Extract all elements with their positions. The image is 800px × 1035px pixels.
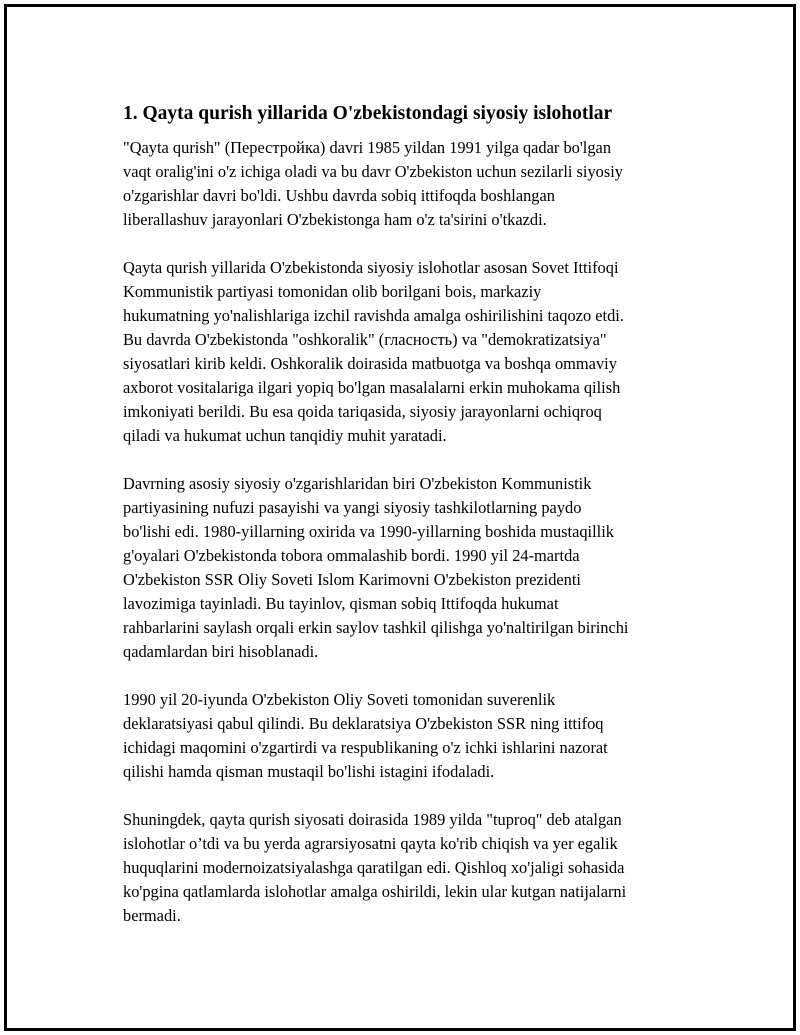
text-line: ko'pgina qatlamlarda islohotlar amalga oshirildi, lekin ular kutgan natijalarni [123,882,627,901]
text-line: hukumatning yo'nalishlariga izchil ravishda amalga oshirilishini taqozo etdi. [123,306,624,325]
text-line: deklaratsiyasi qabul qilindi. Bu deklaratsiya O'zbekiston SSR ning ittifoq [123,714,604,733]
text-line: "Qayta qurish" (Перестройка) davri 1985 yildan 1991 yilga qadar bo'lgan [123,138,612,157]
text-line: qiladi va hukumat uchun tanqidiy muhit yaratadi. [123,426,447,445]
text-line: Qayta qurish yillarida O'zbekistonda siyosiy islohotlar asosan Sovet Ittifoqi [123,258,619,277]
paragraph-2 [123,256,703,448]
text-line: 1990 yil 20-iyunda O'zbekiston Oliy Soveti tomonidan suverenlik [123,690,556,709]
text-line: ichidagi maqomini o'zgartirdi va respublikaning o'z ichki ishlarini nazorat [123,738,608,757]
text-line: vaqt oralig'ini o'z ichiga oladi va bu davr O'zbekiston uchun sezilarli siyosiy [123,162,624,181]
page-frame [4,4,796,1031]
text-line: lavozimiga tayinladi. Bu tayinlov, qisman sobiq Ittifoqda hukumat [123,594,559,613]
text-line: islohotlar o’tdi va bu yerda agrarsiyosatni qayta ko'rib chiqish va yer egalik [123,834,618,853]
text-line: partiyasining nufuzi pasayishi va yangi siyosiy tashkilotlarning paydo [123,498,582,517]
paragraph-1 [123,136,703,232]
text-line: bermadi. [123,906,181,925]
paragraph-4 [123,688,703,784]
text-line: O'zbekiston SSR Oliy Soveti Islom Karimovni O'zbekiston prezidenti [123,570,581,589]
text-line: g'oyalari O'zbekistonda tobora ommalashib bordi. 1990 yil 24-martda [123,546,580,565]
text-line: o'zgarishlar davri bo'ldi. Ushbu davrda sobiq ittifoqda boshlangan [123,186,555,205]
text-line: Kommunistik partiyasi tomonidan olib borilgani bois, markaziy [123,282,542,301]
text-line: bo'lishi edi. 1980-yillarning oxirida va 1990-yillarning boshida mustaqillik [123,522,614,541]
text-line: axborot vositalariga ilgari yopiq bo'lgan masalalarni erkin muhokama qilish [123,378,621,397]
text-line: rahbarlarini saylash orqali erkin saylov tashkil qilishga yo'naltirilgan birinchi [123,618,629,637]
text-line: Bu davrda O'zbekistonda "oshkoralik" (гласность) va "demokratizatsiya" [123,330,607,349]
text-line: qilishi hamda qisman mustaqil bo'lishi istagini ifodaladi. [123,762,495,781]
text-line: liberallashuv jarayonlari O'zbekistonga ham o'z ta'sirini o'tkazdi. [123,210,547,229]
text-line: huquqlarini modernoizatsiyalashga qaratilgan edi. Qishloq xo'jaligi sohasida [123,858,625,877]
text-line: Davrning asosiy siyosiy o'zgarishlaridan biri O'zbekiston Kommunistik [123,474,592,493]
text-line: qadamlardan biri hisoblanadi. [123,642,319,661]
text-line: Shuningdek, qayta qurish siyosati doirasida 1989 yilda "tuproq" deb atalgan [123,810,622,829]
paragraph-3 [123,472,703,664]
text-line: imkoniyati berildi. Bu esa qoida tariqasida, siyosiy jarayonlarni ochiqroq [123,402,602,421]
section-heading: 1. Qayta qurish yillarida O'zbekistondagi siyosiy islohotlar [123,103,613,124]
paragraph-5 [123,808,703,928]
text-line: siyosatlari kirib keldi. Oshkoralik doirasida matbuotga va boshqa ommaviy [123,354,617,373]
document-body [123,102,703,952]
